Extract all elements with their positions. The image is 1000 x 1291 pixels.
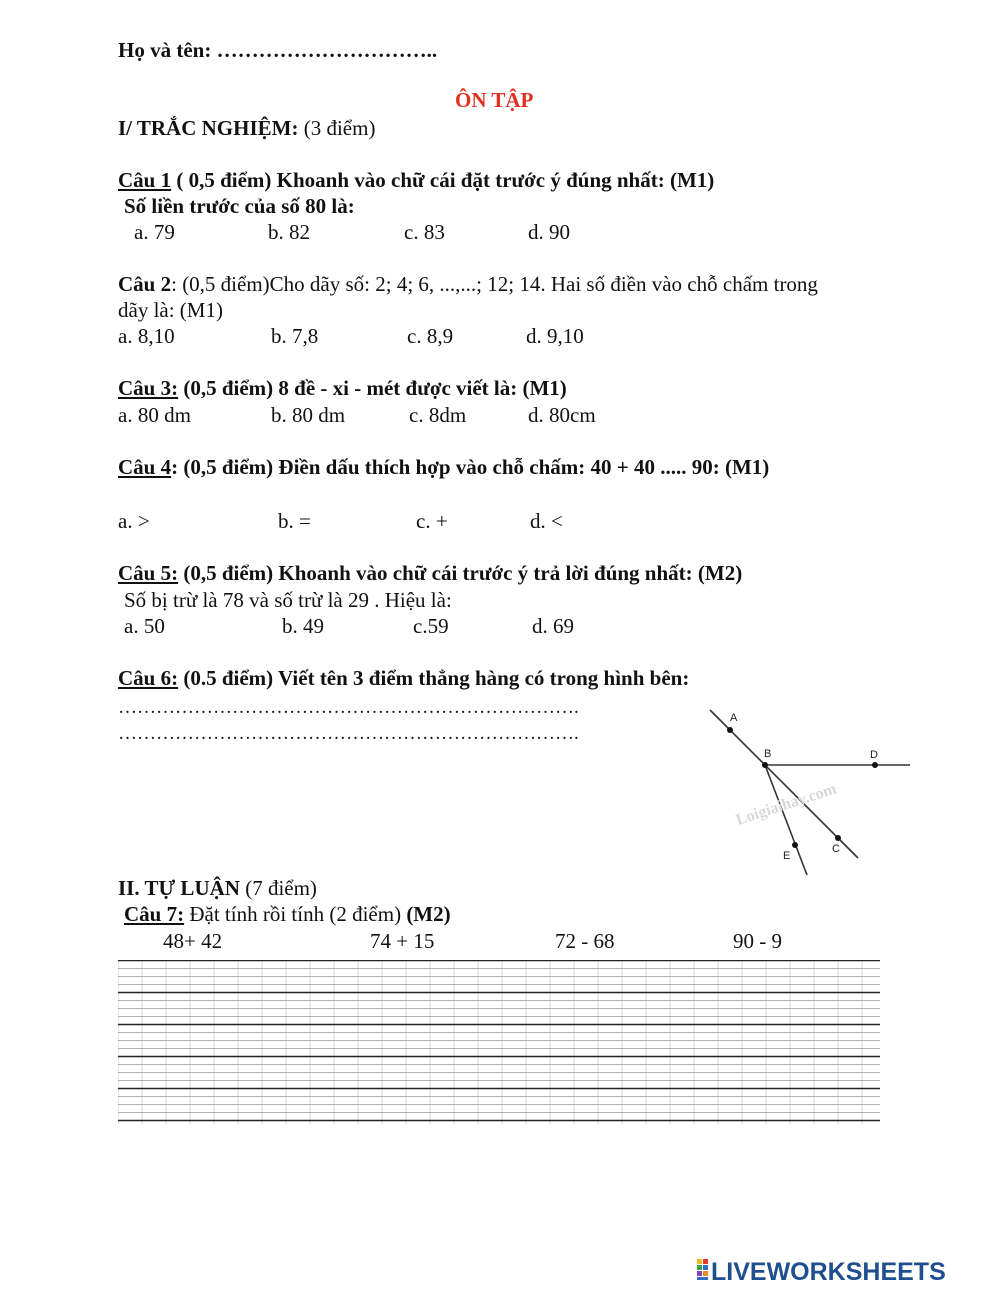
label-d: D xyxy=(870,749,878,761)
figure-watermark: Loigiaihay.com xyxy=(733,780,839,829)
q1-option-c[interactable]: c. 83 xyxy=(404,220,445,244)
q2-option-a[interactable]: a. 8,10 xyxy=(118,324,175,348)
question-6-label: Câu 6: xyxy=(118,666,179,690)
section2-heading xyxy=(118,878,317,899)
label-b: B xyxy=(764,748,772,760)
q4-option-d[interactable]: d. < xyxy=(530,509,563,533)
point-a xyxy=(727,727,733,733)
problem-4: 90 - 9 xyxy=(733,929,782,953)
q3-option-b[interactable]: b. 80 dm xyxy=(271,403,346,427)
question-3-label: Câu 3: xyxy=(118,376,179,400)
problem-1: 48+ 42 xyxy=(163,929,223,953)
question-1-text: ( 0,5 điểm) Khoanh vào chữ cái đặt trước ý đúng nhất: (M1) xyxy=(171,168,715,192)
q4-option-a[interactable]: a. > xyxy=(118,509,150,533)
q5-option-c[interactable]: c.59 xyxy=(413,614,449,638)
question-7-text: Đặt tính rồi tính (2 điểm) xyxy=(184,902,407,926)
question-5 xyxy=(118,563,742,584)
question-2-text-cont: dãy là: (M1) xyxy=(118,298,223,322)
collinear-points-figure xyxy=(690,700,920,885)
question-7 xyxy=(124,904,451,925)
question-5-text: (0,5 điểm) Khoanh vào chữ cái trước ý trả lời đúng nhất: (M2) xyxy=(178,561,743,585)
question-6-text: (0.5 điểm) Viết tên 3 điểm thẳng hàng có trong hình bên: xyxy=(178,666,690,690)
problem-3: 72 - 68 xyxy=(555,929,615,953)
question-7-label: Câu 7: xyxy=(124,902,185,926)
point-e xyxy=(792,842,798,848)
answer-line-2[interactable]: ………………………………………………………………. xyxy=(118,723,579,744)
name-label: Họ và tên: xyxy=(118,38,212,62)
question-1 xyxy=(118,170,714,191)
q5-option-a[interactable]: a. 50 xyxy=(124,614,165,638)
q3-option-a[interactable]: a. 80 dm xyxy=(118,403,191,427)
q4-option-c[interactable]: c. + xyxy=(416,509,448,533)
logo-icon xyxy=(697,1259,708,1280)
question-6 xyxy=(118,668,689,689)
question-4 xyxy=(118,457,769,478)
q3-option-c[interactable]: c. 8dm xyxy=(409,403,467,427)
question-1-sub: Số liền trước của số 80 là: xyxy=(124,194,355,218)
section1-points: (3 điểm) xyxy=(303,116,376,140)
question-5-label: Câu 5: xyxy=(118,561,179,585)
section2-title: II. TỰ LUẬN xyxy=(118,876,240,900)
question-5-sub: Số bị trừ là 78 và số trừ là 29 . Hiệu là: xyxy=(124,588,452,612)
question-4-text: : (0,5 điểm) Điền dấu thích hợp vào chỗ chấm: 40 + 40 ..... 90: (M1) xyxy=(171,455,770,479)
q1-option-b[interactable]: b. 82 xyxy=(268,220,310,244)
question-2-label: Câu 2 xyxy=(118,272,172,296)
question-3-text: (0,5 điểm) 8 đề - xi - mét được viết là: (M1) xyxy=(178,376,567,400)
q4-option-b[interactable]: b. = xyxy=(278,509,311,533)
figure-points xyxy=(727,727,878,848)
section2-points: (7 điểm) xyxy=(245,876,317,900)
question-1-label: Câu 1 xyxy=(118,168,172,192)
label-e: E xyxy=(783,850,791,862)
name-line xyxy=(118,40,437,61)
q5-option-d[interactable]: d. 69 xyxy=(532,614,574,638)
name-dots: ………………………….. xyxy=(216,38,438,62)
q1-option-d[interactable]: d. 90 xyxy=(528,220,570,244)
label-c: C xyxy=(832,843,840,855)
question-4-label: Câu 4 xyxy=(118,455,172,479)
point-c xyxy=(835,835,841,841)
problem-2: 74 + 15 xyxy=(370,929,435,953)
question-3 xyxy=(118,378,567,399)
q2-option-b[interactable]: b. 7,8 xyxy=(271,324,319,348)
label-a: A xyxy=(730,712,738,724)
point-b xyxy=(762,762,768,768)
question-7-level: (M2) xyxy=(406,902,451,926)
section1-heading xyxy=(118,118,375,139)
q3-option-d[interactable]: d. 80cm xyxy=(528,403,596,427)
writing-grid[interactable] xyxy=(118,960,880,1124)
liveworksheets-logo xyxy=(697,1255,997,1285)
q1-option-a[interactable]: a. 79 xyxy=(134,220,175,244)
section1-title: I/ TRẮC NGHIỆM: xyxy=(118,116,299,140)
question-2 xyxy=(118,274,818,295)
q5-option-b[interactable]: b. 49 xyxy=(282,614,324,638)
brand-text: LIVEWORKSHEETS xyxy=(711,1258,946,1285)
line-a-c xyxy=(710,710,858,858)
answer-line-1[interactable]: ………………………………………………………………. xyxy=(118,697,579,718)
q2-option-d[interactable]: d. 9,10 xyxy=(526,324,584,348)
q2-option-c[interactable]: c. 8,9 xyxy=(407,324,454,348)
page-title: ÔN TẬP xyxy=(455,88,534,112)
question-2-text: : (0,5 điểm)Cho dãy số: 2; 4; 6, ...,...; 12; 14. Hai số điền vào chỗ chấm trong xyxy=(171,272,818,296)
point-d xyxy=(872,762,878,768)
